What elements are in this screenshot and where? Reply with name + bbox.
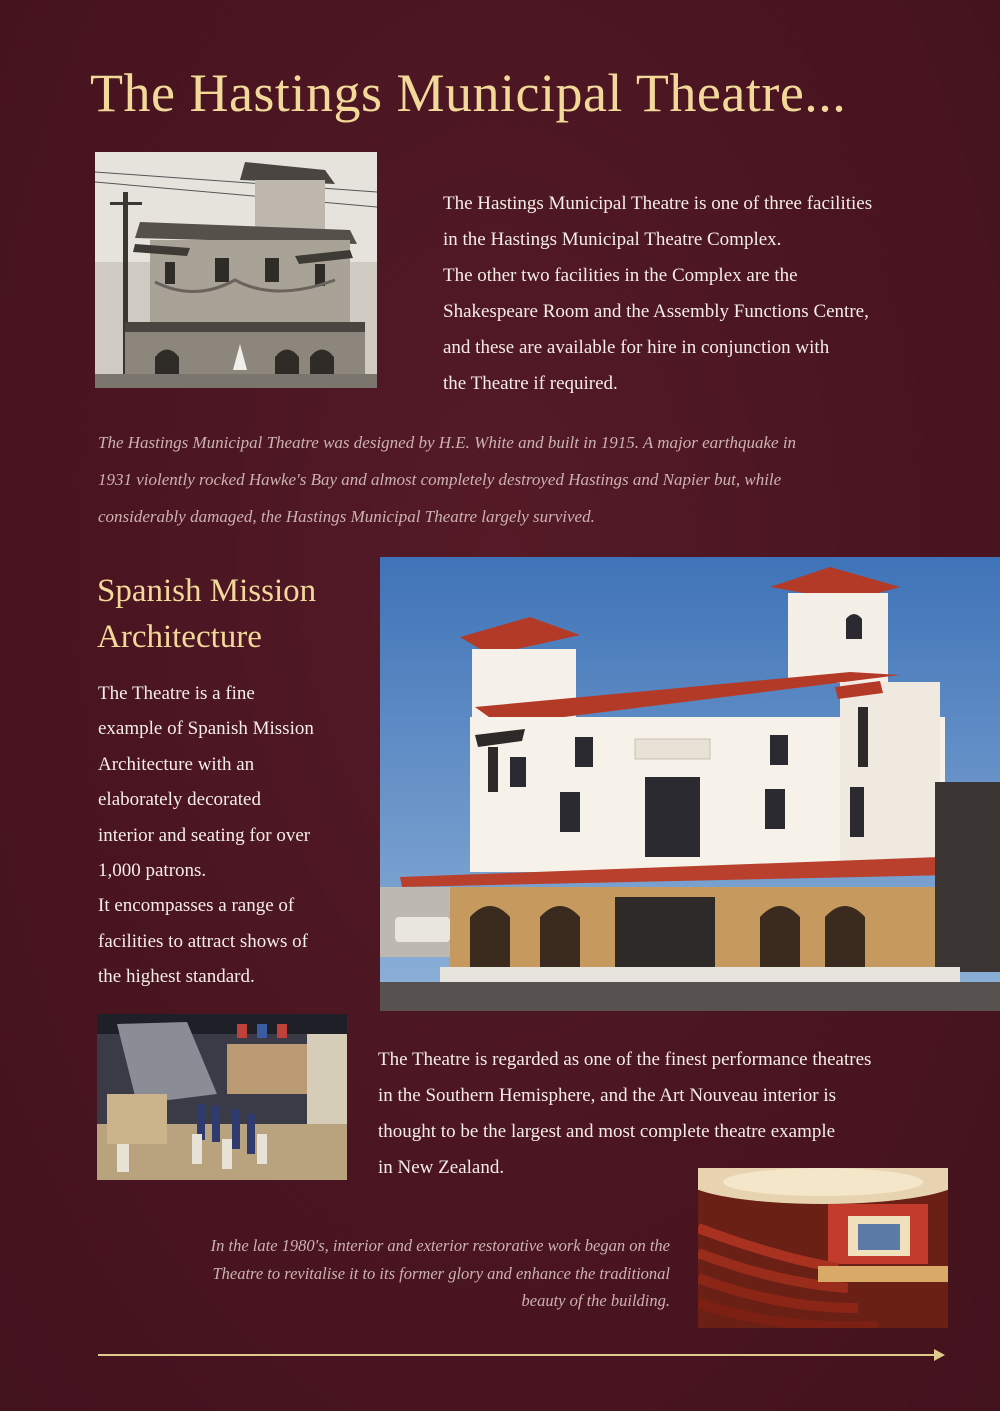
body-line: The Theatre is a fine [98,683,255,704]
intro-line: in the Hastings Municipal Theatre Complex. [443,229,782,250]
intro-line: The other two facilities in the Complex are the [443,265,798,286]
history-line: The Hastings Municipal Theatre was designed by H.E. White and built in 1915. A major earthquake in [98,433,797,452]
restoration-paragraph [100,1232,670,1315]
intro-line: The Hastings Municipal Theatre is one of three facilities [443,193,873,214]
stage-production-photo [97,1014,347,1180]
heading-line: Spanish Mission [97,573,317,609]
finest-line: thought to be the largest and most complete theatre example [378,1121,836,1142]
restore-line: In the late 1980's, interior and exterior restorative work began on the [210,1236,670,1255]
body-line: facilities to attract shows of [98,930,308,952]
body-line: Architecture with an [98,753,255,775]
history-line: considerably damaged, the Hastings Municipal Theatre largely survived. [98,507,595,526]
theatre-interior-photo [698,1168,948,1328]
history-paragraph [98,424,958,535]
arrow-right-icon [934,1349,945,1361]
intro-line: the Theatre if required. [443,373,618,394]
intro-line: Shakespeare Room and the Assembly Functions Centre, [443,301,869,322]
intro-line: and these are available for hire in conjunction with [443,337,830,358]
heading-line: Architecture [97,619,262,655]
body-line: It encompasses a range of [98,895,295,917]
historic-theatre-photo [95,152,377,388]
body-line: the highest standard. [98,966,255,988]
finest-line: in the Southern Hemisphere, and the Art Nouveau interior is [378,1085,837,1106]
finest-theatre-paragraph [378,1042,958,1186]
body-line: interior and seating for over [98,824,311,846]
section-heading-spanish-mission [97,568,316,660]
body-line: example of Spanish Mission [98,718,314,740]
body-line: elaborately decorated [98,789,261,811]
page-title: The Hastings Municipal Theatre... [90,63,847,123]
finest-line: The Theatre is regarded as one of the finest performance theatres [378,1049,872,1070]
finest-line: in New Zealand. [378,1157,505,1178]
divider-line [98,1354,934,1356]
body-line: 1,000 patrons. [98,860,207,882]
intro-paragraph [443,186,963,402]
spanish-mission-paragraph [98,676,368,995]
restore-line: Theatre to revitalise it to its former glory and enhance the traditional [212,1263,670,1283]
history-line: 1931 violently rocked Hawke's Bay and almost completely destroyed Hastings and Napier but, while [98,470,782,489]
restore-line: beauty of the building. [521,1291,670,1310]
theatre-exterior-photo [380,557,1000,1011]
